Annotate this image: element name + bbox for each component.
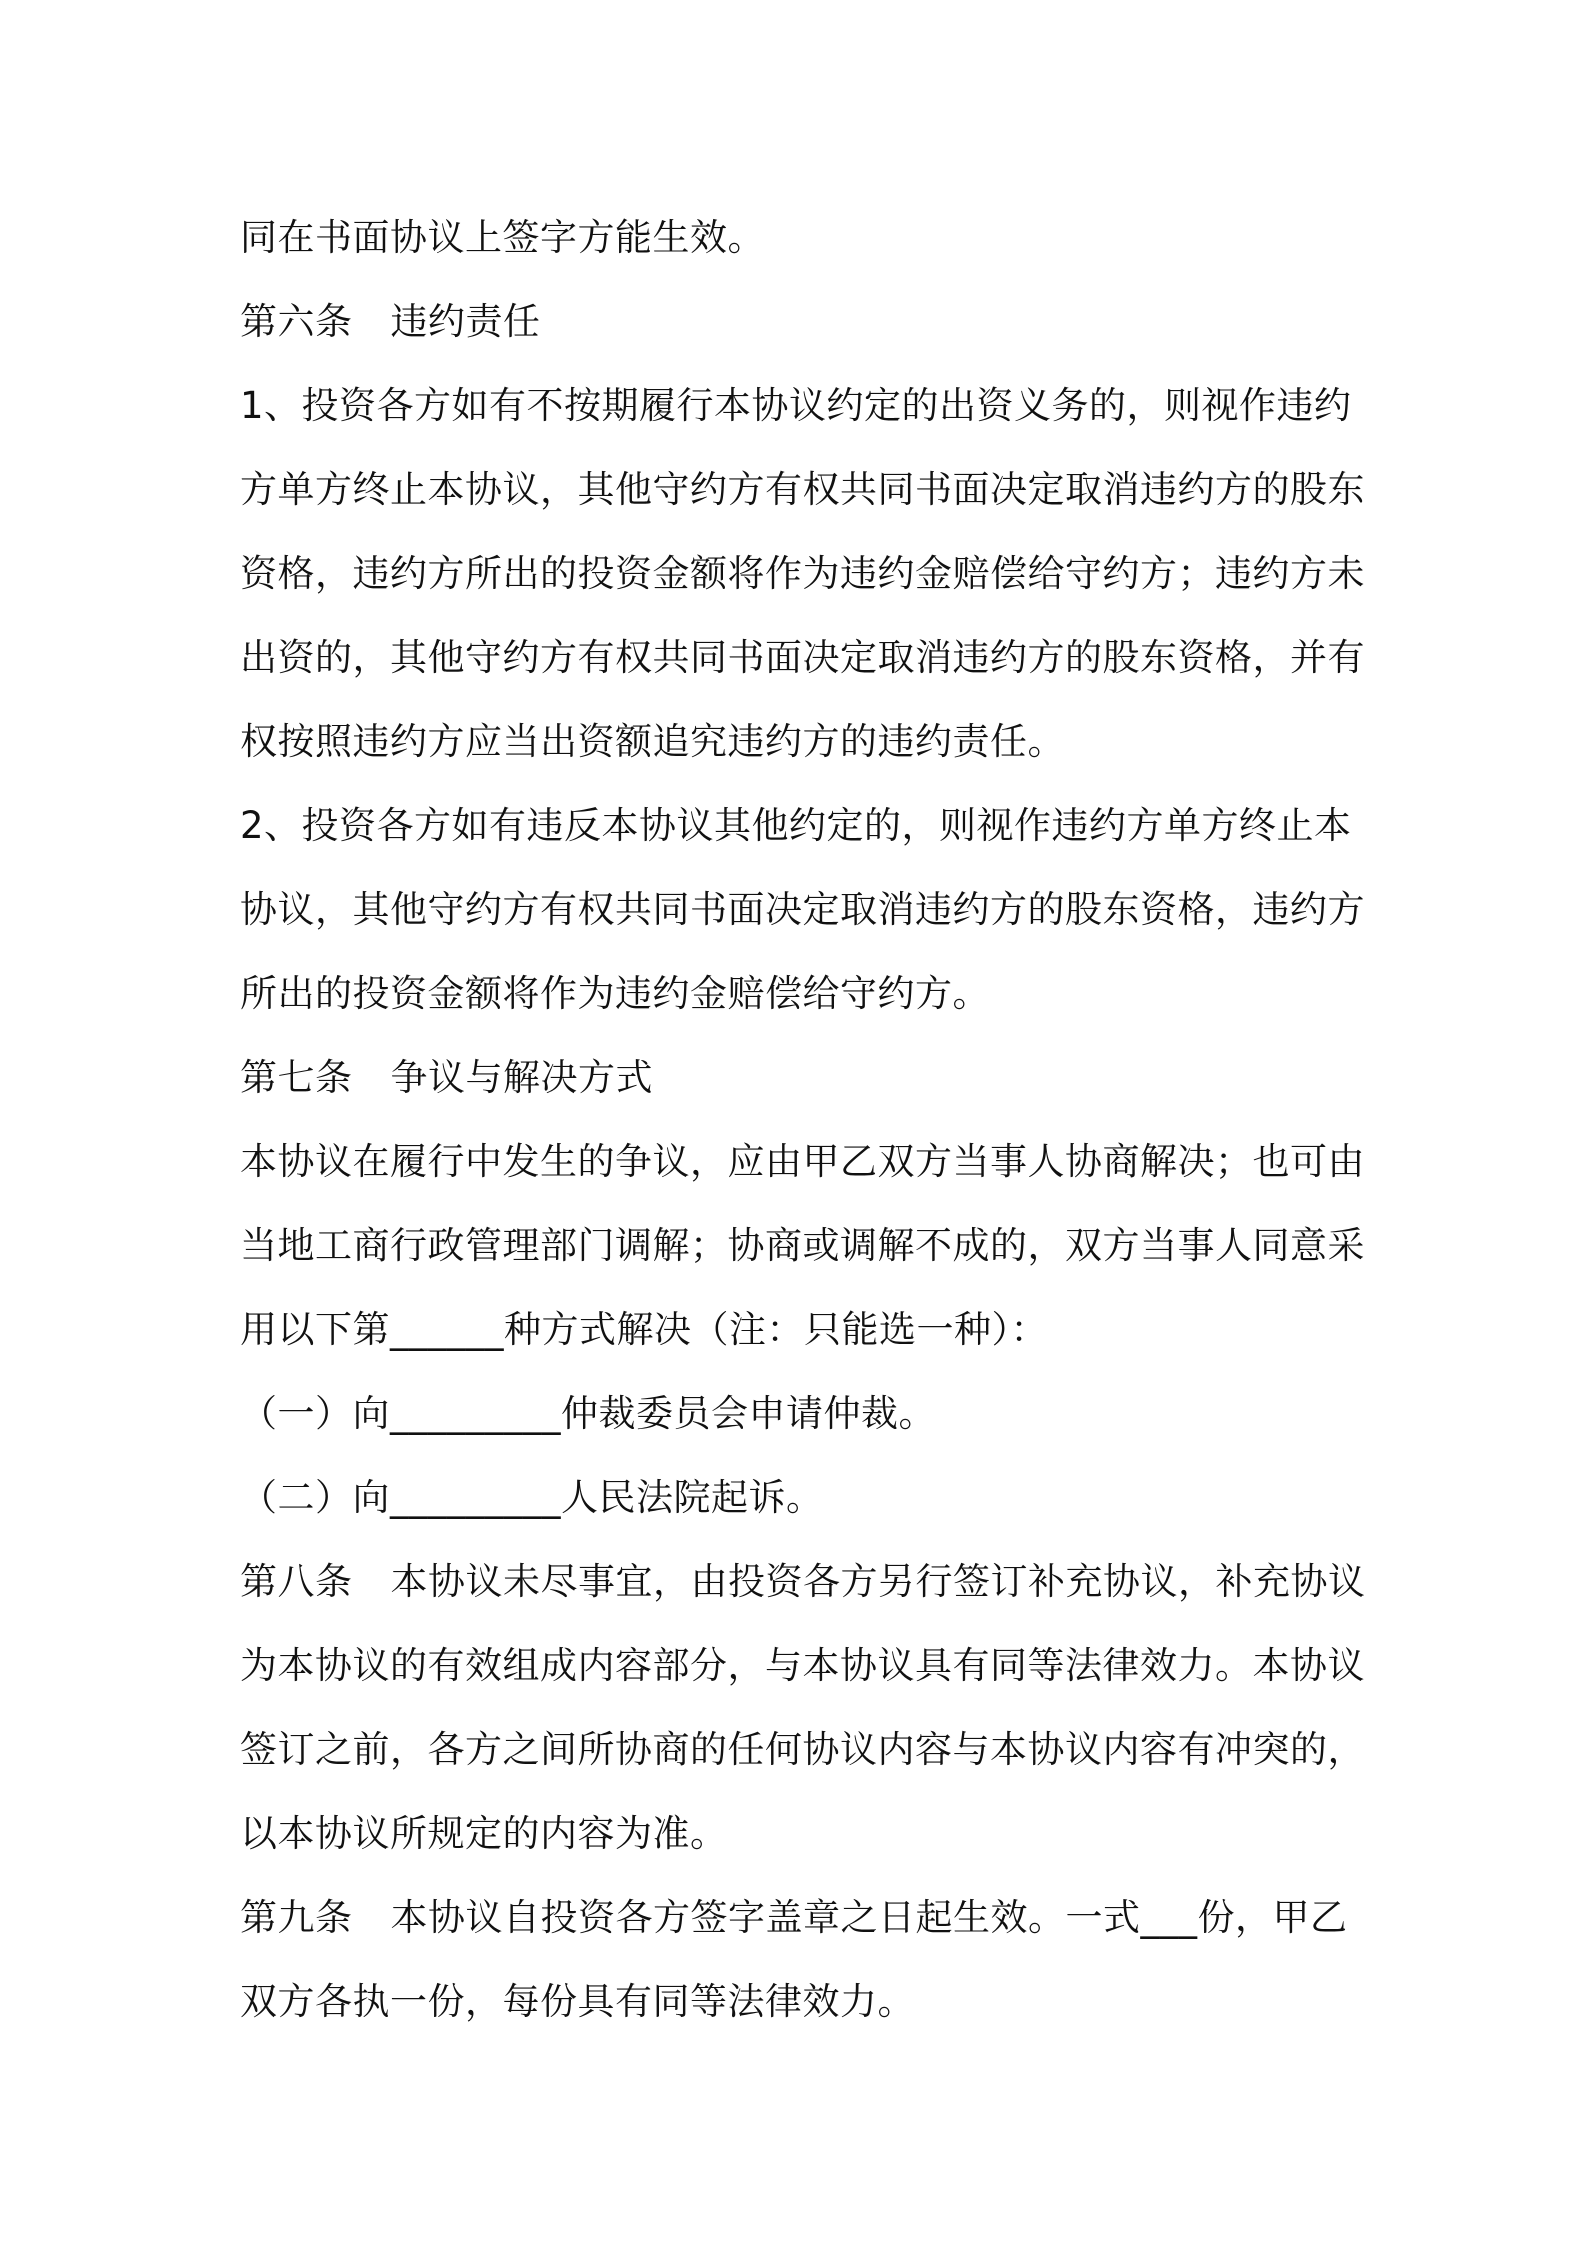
article-number: 第八条 <box>240 1560 353 1603</box>
text-line: 以本协议所规定的内容为准。 <box>240 1812 728 1855</box>
text-line: 2、投资各方如有违反本协议其他约定的，则视作违约方单方终止本 <box>240 804 1352 847</box>
text-line: 本协议在履行中发生的争议，应由甲乙双方当事人协商解决；也可由 <box>240 1140 1365 1183</box>
article-number: 第七条 <box>240 1056 353 1099</box>
article-number: 第六条 <box>240 300 353 343</box>
article-heading <box>240 1540 1366 1624</box>
text-line: 用以下第______种方式解决（注：只能选一种）： <box>240 1308 1048 1351</box>
article-text: 本协议未尽事宜，由投资各方另行签订补充协议，补充协议 <box>390 1560 1366 1603</box>
text-line: 资格，违约方所出的投资金额将作为违约金赔偿给守约方；违约方未 <box>240 552 1365 595</box>
article-heading <box>240 280 1356 364</box>
article-heading <box>240 1036 1356 1120</box>
text-line: 签订之前，各方之间所协商的任何协议内容与本协议内容有冲突的， <box>240 1728 1365 1771</box>
option-line: （一）向_________仲裁委员会申请仲裁。 <box>240 1392 936 1435</box>
article-number: 第九条 <box>240 1896 353 1939</box>
text-line: 权按照违约方应当出资额追究违约方的违约责任。 <box>240 720 1065 763</box>
text-line: 所出的投资金额将作为违约金赔偿给守约方。 <box>240 972 990 1015</box>
text-line: 1、投资各方如有不按期履行本协议约定的出资义务的，则视作违约 <box>240 384 1352 427</box>
article-text: 本协议自投资各方签字盖章之日起生效。一式___份，甲乙 <box>390 1896 1348 1939</box>
document-body <box>240 196 1366 2044</box>
text-line: 方单方终止本协议，其他守约方有权共同书面决定取消违约方的股东 <box>240 468 1365 511</box>
article-title: 争议与解决方式 <box>390 1056 653 1099</box>
text-line: 同在书面协议上签字方能生效。 <box>240 216 765 259</box>
text-line: 为本协议的有效组成内容部分，与本协议具有同等法律效力。本协议 <box>240 1644 1365 1687</box>
text-line: 协议，其他守约方有权共同书面决定取消违约方的股东资格，违约方 <box>240 888 1365 931</box>
option-line: （二）向_________人民法院起诉。 <box>240 1476 824 1519</box>
text-line: 双方各执一份，每份具有同等法律效力。 <box>240 1980 915 2023</box>
text-line: 当地工商行政管理部门调解；协商或调解不成的，双方当事人同意采 <box>240 1224 1365 1267</box>
text-line: 出资的，其他守约方有权共同书面决定取消违约方的股东资格，并有 <box>240 636 1365 679</box>
article-heading <box>240 1876 1356 1960</box>
article-title: 违约责任 <box>390 300 541 343</box>
